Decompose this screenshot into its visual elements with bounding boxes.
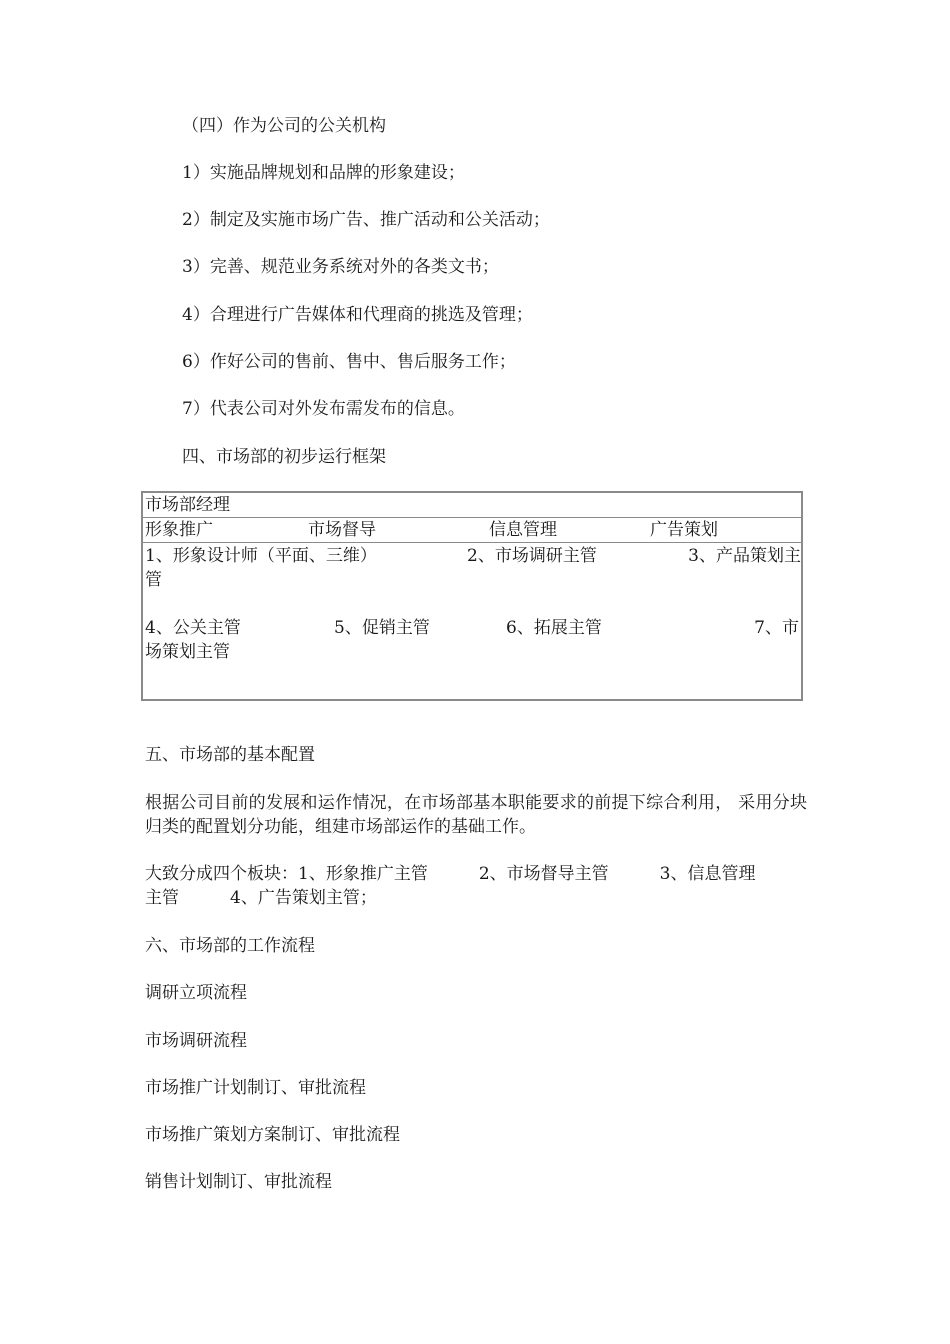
blocks-line: 大致分成四个板块：1、形象推广主管 2、市场督导主管 3、信息管理 [145,864,756,884]
list-item: 7）代表公司对外发布需发布的信息。 [182,399,465,419]
list-item: 2）制定及实施市场广告、推广活动和公关活动； [182,210,550,230]
table-cell-manager: 市场部经理 [145,495,230,515]
role-item: 4、公关主管 [145,618,241,638]
list-item: 1）实施品牌规划和品牌的形象建设； [182,163,465,183]
table-row-roles [143,543,801,699]
configuration-paragraph: 根据公司目前的发展和运作情况，在市场部基本职能要求的前提下综合利用， 采用分块归类的配置划分功能，组建市场部运作的基础工作。 [145,793,807,837]
table-cell-column: 信息管理 [489,520,557,540]
role-item: 3、产品策划主 [688,546,801,566]
role-item: 7、市 [754,618,799,638]
role-item: 1、形象设计师（平面、三维） [145,546,377,566]
list-item: 6）作好公司的售前、售中、售后服务工作； [182,352,516,372]
workflow-item: 调研立项流程 [145,983,247,1003]
role-item: 2、市场调研主管 [467,546,597,566]
table-cell-column: 市场督导 [308,520,376,540]
workflow-item: 市场调研流程 [145,1031,247,1051]
workflow-item: 市场推广策划方案制订、审批流程 [145,1125,400,1145]
workflow-item: 市场推广计划制订、审批流程 [145,1078,366,1098]
role-item: 5、促销主管 [334,618,430,638]
org-framework-table [141,491,803,701]
role-item-wrap: 场策划主管 [145,642,230,662]
workflow-item: 销售计划制订、审批流程 [145,1172,332,1192]
section-heading-public-relations: （四）作为公司的公关机构 [182,116,386,136]
section-heading-framework: 四、市场部的初步运行框架 [182,447,386,467]
list-item: 3）完善、规范业务系统对外的各类文书； [182,257,499,277]
table-row-manager [143,493,801,518]
table-cell-column: 广告策划 [650,520,718,540]
blocks-line: 主管 4、广告策划主管； [145,888,377,908]
role-item-wrap: 管 [145,570,162,590]
section-heading-configuration: 五、市场部的基本配置 [145,745,315,765]
table-cell-column: 形象推广 [145,520,213,540]
section-heading-workflow: 六、市场部的工作流程 [145,936,315,956]
list-item: 4）合理进行广告媒体和代理商的挑选及管理； [182,305,533,325]
role-item: 6、拓展主管 [506,618,602,638]
table-row-columns [143,518,801,543]
